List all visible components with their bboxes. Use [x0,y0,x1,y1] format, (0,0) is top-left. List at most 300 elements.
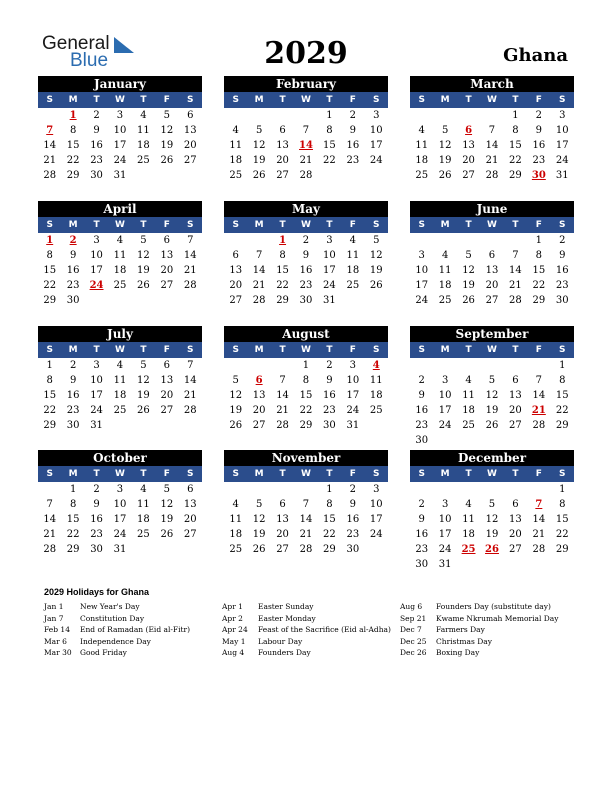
weekday-header [38,342,202,358]
day-cell: 2 [302,235,310,246]
day-cell: 4 [232,125,239,136]
day-cell: 6 [163,360,171,371]
holiday-day-cell: 2 [69,235,77,246]
weekday-label: S [232,95,239,105]
day-cell: 23 [555,280,569,291]
day-cell: 13 [276,140,289,151]
weekday-label: M [254,95,264,105]
weekday-label: W [301,220,311,230]
day-cell: 27 [485,295,499,306]
day-cell: 1 [69,484,77,495]
day-grid [224,233,388,308]
day-cell: 19 [369,265,383,276]
holiday-date: Jan 7 [44,613,64,623]
day-cell: 10 [369,125,383,136]
day-cell: 31 [113,544,127,555]
day-cell: 14 [276,390,289,401]
day-cell: 30 [323,420,336,431]
day-cell: 17 [323,265,336,276]
day-cell: 26 [252,170,266,181]
holiday-day-cell: 24 [89,280,104,291]
day-cell: 20 [276,529,289,540]
empty-cell [433,233,456,248]
holiday-date: Apr 1 [222,602,243,611]
day-cell: 5 [465,250,472,261]
day-cell: 27 [183,529,197,540]
day-cell: 29 [66,544,80,555]
day-cell: 17 [415,280,429,291]
day-cell: 23 [299,280,313,291]
day-cell: 7 [46,499,53,510]
day-cell: 26 [369,280,383,291]
day-cell: 20 [509,405,522,416]
month-november [224,450,388,557]
day-cell: 4 [441,250,449,261]
day-cell: 5 [140,235,147,246]
day-cell: 28 [252,295,266,306]
holiday-row [222,624,412,636]
empty-cell [433,108,456,123]
day-cell: 7 [512,250,519,261]
day-cell: 28 [183,405,197,416]
empty-cell [247,233,270,248]
empty-cell [294,482,317,497]
weekday-label: F [535,345,542,355]
day-cell: 2 [69,360,77,371]
empty-cell [224,482,247,497]
day-cell: 29 [43,420,57,431]
day-cell: 22 [555,529,569,540]
weekday-label: T [140,345,147,355]
day-cell: 16 [66,390,80,401]
holiday-name: End of Ramadan (Eid al-Fitr) [80,625,191,634]
day-cell: 27 [462,170,475,181]
day-cell: 27 [276,170,289,181]
day-cell: 25 [137,529,150,540]
holidays-title: 2029 Holidays for Ghana [44,587,150,597]
day-cell: 23 [346,155,360,166]
day-cell: 10 [90,375,103,386]
holiday-date: Dec 26 [400,648,427,657]
day-cell: 10 [113,499,127,510]
day-cell: 13 [485,265,499,276]
day-cell: 19 [137,265,150,276]
weekday-label: M [440,345,450,355]
day-cell: 12 [485,514,499,525]
empty-cell [271,358,294,373]
day-cell: 26 [462,295,475,306]
weekday-label: W [115,469,125,479]
holiday-name: Easter Monday [258,613,316,623]
holiday-name: Boxing Day [436,648,480,657]
empty-cell [480,358,503,373]
empty-cell [224,233,247,248]
day-cell: 24 [90,405,103,416]
holiday-date: Aug 6 [400,602,423,611]
day-cell: 24 [323,280,336,291]
day-cell: 3 [93,235,100,246]
day-cell: 5 [255,125,263,136]
day-cell: 11 [229,140,243,151]
weekday-label: W [487,95,497,105]
day-cell: 17 [555,140,569,151]
day-cell: 18 [369,390,383,401]
weekday-label: T [465,220,472,230]
weekday-header [38,217,202,233]
weekday-label: F [163,95,170,105]
holiday-row [400,601,590,613]
day-cell: 14 [183,250,197,261]
day-cell: 27 [509,544,522,555]
holiday-name: Constitution Day [80,613,145,623]
day-cell: 11 [369,375,383,386]
day-cell: 11 [137,499,150,510]
day-cell: 3 [559,110,566,121]
day-cell: 24 [438,420,452,431]
day-cell: 10 [438,514,452,525]
day-cell: 16 [346,140,360,151]
day-cell: 4 [140,110,147,121]
holiday-day-cell: 21 [531,405,546,416]
day-cell: 13 [183,125,197,136]
holiday-day-cell: 4 [372,360,380,371]
month-title: May [224,201,388,217]
weekday-header [224,217,388,233]
month-title: March [410,76,574,92]
weekday-label: S [373,220,380,230]
day-cell: 11 [113,375,127,386]
weekday-label: T [465,345,472,355]
month-title: January [38,76,202,92]
day-cell: 7 [187,360,194,371]
day-cell: 10 [346,375,360,386]
holiday-name: Labour Day [258,636,303,646]
holiday-column [44,601,234,659]
day-cell: 6 [187,484,194,495]
day-cell: 2 [349,484,357,495]
month-may [224,201,388,308]
holiday-row [400,636,590,648]
weekday-label: M [68,220,78,230]
day-cell: 18 [113,390,127,401]
day-cell: 4 [465,375,472,386]
day-cell: 25 [438,295,452,306]
day-cell: 21 [252,280,266,291]
day-cell: 3 [373,484,380,495]
weekday-label: F [535,220,542,230]
day-cell: 11 [462,390,475,401]
day-cell: 2 [418,375,425,386]
day-cell: 2 [559,235,566,246]
empty-cell [38,482,61,497]
day-cell: 19 [252,155,266,166]
day-cell: 20 [160,390,174,401]
day-cell: 5 [488,499,496,510]
day-cell: 18 [415,155,429,166]
day-cell: 30 [90,544,103,555]
empty-cell [457,482,480,497]
day-cell: 31 [90,420,103,431]
holiday-day-cell: 26 [485,544,499,555]
day-cell: 29 [509,170,522,181]
holiday-date: Jan 1 [44,602,64,611]
day-cell: 15 [323,140,336,151]
day-cell: 30 [299,295,313,306]
day-grid [224,358,388,433]
weekday-label: F [349,469,356,479]
day-grid [38,482,202,557]
day-cell: 22 [43,405,57,416]
day-cell: 28 [43,170,57,181]
day-cell: 12 [137,250,150,261]
day-cell: 22 [66,529,80,540]
day-cell: 20 [252,405,266,416]
day-cell: 9 [302,250,310,261]
day-cell: 14 [485,140,499,151]
day-cell: 13 [509,390,522,401]
holiday-date: Feb 14 [44,625,70,634]
weekday-label: F [535,469,542,479]
weekday-label: S [46,469,53,479]
weekday-label: S [418,220,425,230]
day-grid [410,108,574,183]
day-cell: 7 [302,499,310,510]
holiday-date: Apr 24 [222,625,248,634]
day-cell: 23 [415,420,429,431]
month-september [410,326,574,448]
holiday-day-cell: 1 [279,235,287,246]
weekday-header [224,466,388,482]
day-cell: 18 [229,529,243,540]
day-cell: 1 [535,235,543,246]
day-cell: 13 [183,499,197,510]
day-cell: 30 [415,435,429,446]
weekday-label: S [418,345,425,355]
day-cell: 4 [418,125,425,136]
day-cell: 22 [276,280,289,291]
weekday-header [410,217,574,233]
day-cell: 1 [559,484,566,495]
day-grid [38,358,202,433]
empty-cell [504,358,527,373]
holiday-row [222,636,412,648]
empty-cell [247,358,270,373]
day-cell: 18 [137,140,150,151]
day-cell: 21 [183,265,197,276]
day-cell: 21 [276,405,289,416]
day-cell: 24 [346,405,360,416]
holiday-row [44,613,234,625]
day-cell: 20 [485,280,499,291]
day-cell: 29 [43,295,57,306]
day-cell: 9 [559,250,566,261]
weekday-label: S [187,345,194,355]
day-cell: 15 [43,265,57,276]
day-cell: 28 [509,295,522,306]
empty-cell [247,108,270,123]
day-cell: 16 [323,390,336,401]
day-cell: 24 [555,155,569,166]
day-cell: 7 [255,250,263,261]
holiday-name: Christmas Day [436,636,492,646]
holiday-column [222,601,412,659]
weekday-label: S [232,345,239,355]
day-cell: 24 [369,529,383,540]
weekday-label: S [559,220,566,230]
day-cell: 17 [113,514,127,525]
empty-cell [247,482,270,497]
day-cell: 14 [183,375,197,386]
day-cell: 22 [323,155,336,166]
day-cell: 16 [299,265,313,276]
empty-cell [410,233,433,248]
day-cell: 9 [349,125,357,136]
day-cell: 24 [369,155,383,166]
holiday-day-cell: 14 [299,140,313,151]
weekday-label: T [512,220,519,230]
day-cell: 25 [346,280,360,291]
weekday-label: S [187,220,194,230]
day-cell: 24 [438,544,452,555]
day-cell: 15 [66,140,80,151]
day-cell: 27 [509,420,522,431]
weekday-label: S [418,95,425,105]
holiday-row [44,647,234,659]
day-cell: 21 [509,280,522,291]
day-cell: 23 [346,529,360,540]
day-cell: 7 [279,375,286,386]
day-grid [224,482,388,557]
day-cell: 2 [93,484,100,495]
weekday-label: S [559,95,566,105]
day-cell: 19 [252,529,266,540]
day-grid [410,482,574,572]
day-cell: 13 [462,140,475,151]
day-cell: 3 [441,499,449,510]
day-cell: 1 [512,110,519,121]
empty-cell [294,108,317,123]
holiday-row [44,636,234,648]
weekday-label: S [418,469,425,479]
day-cell: 15 [509,140,522,151]
holiday-name: Independence Day [80,636,151,646]
holiday-row [400,624,590,636]
day-cell: 4 [465,499,472,510]
day-cell: 2 [349,110,357,121]
month-february [224,76,388,183]
day-cell: 8 [302,375,310,386]
day-cell: 25 [113,280,127,291]
holiday-column [400,601,590,659]
day-cell: 14 [43,140,57,151]
day-cell: 5 [140,360,147,371]
day-cell: 6 [512,375,519,386]
weekday-label: T [279,95,286,105]
weekday-label: M [254,220,264,230]
empty-cell [224,108,247,123]
day-cell: 8 [279,250,286,261]
page-title: 2029 [264,36,348,71]
holiday-day-cell: 7 [535,499,543,510]
weekday-label: T [326,345,333,355]
weekday-label: S [46,220,53,230]
day-cell: 8 [46,375,53,386]
day-cell: 21 [532,529,546,540]
empty-cell [410,358,433,373]
day-grid [38,108,202,183]
day-cell: 16 [90,140,103,151]
day-cell: 20 [276,155,289,166]
day-cell: 26 [229,420,243,431]
holiday-name: Good Friday [80,648,127,657]
day-cell: 30 [346,544,360,555]
day-cell: 15 [276,265,289,276]
day-cell: 8 [326,499,333,510]
day-cell: 30 [66,420,80,431]
day-cell: 26 [160,529,174,540]
day-cell: 3 [116,484,124,495]
weekday-label: F [163,345,170,355]
day-cell: 13 [160,250,174,261]
empty-cell [410,482,433,497]
weekday-label: T [93,220,100,230]
day-cell: 17 [438,529,452,540]
weekday-label: T [512,469,519,479]
holiday-row [222,601,412,613]
month-title: September [410,326,574,342]
day-cell: 9 [418,390,425,401]
weekday-label: F [349,220,356,230]
day-cell: 5 [255,499,263,510]
day-cell: 24 [113,529,127,540]
day-cell: 31 [113,170,127,181]
logo-text-blue: Blue [70,50,109,71]
empty-cell [410,108,433,123]
day-cell: 12 [438,140,452,151]
day-cell: 15 [43,390,57,401]
day-cell: 24 [113,155,127,166]
day-cell: 25 [113,405,127,416]
day-cell: 19 [229,405,243,416]
day-cell: 16 [66,265,80,276]
day-cell: 6 [279,499,286,510]
month-july [38,326,202,433]
empty-cell [457,108,480,123]
day-cell: 18 [462,529,475,540]
day-cell: 4 [116,360,124,371]
holiday-name: Easter Sunday [258,602,314,611]
day-cell: 9 [93,125,100,136]
day-cell: 30 [90,170,103,181]
day-cell: 29 [323,544,336,555]
day-cell: 3 [441,375,449,386]
day-cell: 10 [90,250,103,261]
day-cell: 18 [113,265,127,276]
day-cell: 22 [509,155,522,166]
day-cell: 25 [462,420,475,431]
day-grid [410,358,574,448]
day-cell: 12 [160,125,174,136]
day-cell: 10 [415,265,429,276]
day-cell: 5 [441,125,449,136]
day-cell: 29 [299,420,313,431]
holiday-row [222,613,412,625]
day-cell: 15 [323,514,336,525]
weekday-label: T [326,95,333,105]
day-cell: 12 [137,375,150,386]
day-cell: 4 [232,499,239,510]
day-grid [410,233,574,308]
